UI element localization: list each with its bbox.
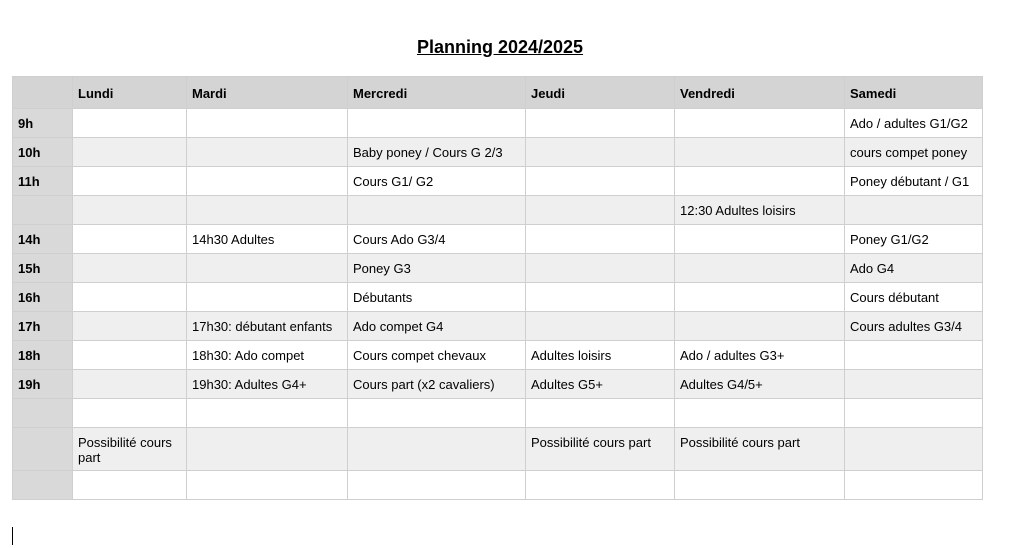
header-cell-mardi[interactable]: Mardi [187,77,348,109]
table-cell[interactable] [187,196,348,225]
table-cell[interactable] [675,312,845,341]
table-cell[interactable] [526,138,675,167]
table-cell[interactable]: Poney débutant / G1 [845,167,983,196]
table-cell[interactable] [187,428,348,471]
table-cell[interactable] [526,109,675,138]
table-cell[interactable]: Cours G1/ G2 [348,167,526,196]
hour-cell[interactable]: 15h [13,254,73,283]
table-cell[interactable]: Ado / adultes G1/G2 [845,109,983,138]
schedule-table [12,76,983,500]
table-cell[interactable] [526,283,675,312]
table-cell[interactable]: Adultes G4/5+ [675,370,845,399]
table-cell[interactable]: Cours compet chevaux [348,341,526,370]
table-cell[interactable] [73,399,187,428]
table-cell[interactable] [187,471,348,500]
table-cell[interactable] [187,138,348,167]
header-cell-mercredi[interactable]: Mercredi [348,77,526,109]
table-row [13,312,983,341]
header-cell[interactable] [13,77,73,109]
table-row [13,254,983,283]
table-cell[interactable] [73,370,187,399]
hour-cell[interactable] [13,196,73,225]
hour-cell[interactable]: 14h [13,225,73,254]
table-cell[interactable] [187,399,348,428]
table-cell[interactable]: Ado G4 [845,254,983,283]
table-cell[interactable]: 12:30 Adultes loisirs [675,196,845,225]
table-cell[interactable]: 14h30 Adultes [187,225,348,254]
table-row [13,138,983,167]
table-cell[interactable] [845,341,983,370]
table-cell[interactable]: Cours débutant [845,283,983,312]
table-row [13,109,983,138]
hour-cell[interactable] [13,471,73,500]
table-cell[interactable] [73,254,187,283]
table-cell[interactable] [526,312,675,341]
table-cell[interactable] [73,167,187,196]
hour-cell[interactable]: 18h [13,341,73,370]
table-cell[interactable]: Ado / adultes G3+ [675,341,845,370]
hour-cell[interactable]: 10h [13,138,73,167]
table-row [13,370,983,399]
table-cell[interactable] [526,196,675,225]
table-cell[interactable] [348,109,526,138]
table-cell[interactable] [348,196,526,225]
table-cell[interactable] [73,138,187,167]
table-cell[interactable] [526,167,675,196]
table-cell[interactable] [845,370,983,399]
table-row [13,428,983,471]
hour-cell[interactable] [13,399,73,428]
table-row [13,283,983,312]
table-cell[interactable]: Cours adultes G3/4 [845,312,983,341]
table-cell[interactable] [73,283,187,312]
hour-cell[interactable]: 17h [13,312,73,341]
text-cursor [12,527,13,545]
table-cell[interactable] [187,283,348,312]
page-title: Planning 2024/2025 [416,37,584,57]
table-cell[interactable] [675,283,845,312]
table-cell[interactable] [675,167,845,196]
table-cell[interactable] [845,471,983,500]
table-cell[interactable]: 19h30: Adultes G4+ [187,370,348,399]
table-cell[interactable] [73,225,187,254]
table-cell[interactable] [675,399,845,428]
table-cell[interactable] [845,196,983,225]
header-row [13,77,983,109]
table-cell[interactable] [73,471,187,500]
table-cell[interactable] [526,254,675,283]
table-cell[interactable] [675,109,845,138]
hour-cell[interactable]: 11h [13,167,73,196]
table-cell[interactable]: Possibilité cours part [675,428,845,471]
table-row [13,471,983,500]
header-cell-jeudi[interactable]: Jeudi [526,77,675,109]
table-cell[interactable]: Adultes G5+ [526,370,675,399]
table-cell[interactable] [187,254,348,283]
table-row [13,167,983,196]
table-cell[interactable]: Débutants [348,283,526,312]
table-cell[interactable] [348,428,526,471]
table-cell[interactable] [73,109,187,138]
table-cell[interactable] [348,471,526,500]
table-cell[interactable]: Adultes loisirs [526,341,675,370]
table-cell[interactable] [526,471,675,500]
table-cell[interactable]: Poney G1/G2 [845,225,983,254]
table-cell[interactable] [845,428,983,471]
table-cell[interactable] [187,167,348,196]
hour-cell[interactable] [13,428,73,471]
table-row [13,341,983,370]
table-cell[interactable]: Cours part (x2 cavaliers) [348,370,526,399]
table-cell[interactable] [73,341,187,370]
table-cell[interactable]: Cours Ado G3/4 [348,225,526,254]
table-cell[interactable] [526,225,675,254]
table-cell[interactable] [73,312,187,341]
table-row [13,399,983,428]
table-cell[interactable]: Poney G3 [348,254,526,283]
hour-cell[interactable]: 16h [13,283,73,312]
table-cell[interactable] [73,196,187,225]
table-row [13,225,983,254]
table-cell[interactable] [845,399,983,428]
table-cell[interactable] [675,471,845,500]
table-cell[interactable]: Baby poney / Cours G 2/3 [348,138,526,167]
table-cell[interactable] [187,109,348,138]
table-cell[interactable] [675,225,845,254]
header-cell-vendredi[interactable]: Vendredi [675,77,845,109]
table-cell[interactable]: Possibilité cours part [526,428,675,471]
table-cell[interactable]: cours compet poney [845,138,983,167]
header-cell-lundi[interactable]: Lundi [73,77,187,109]
table-cell[interactable] [675,254,845,283]
table-cell[interactable] [348,399,526,428]
table-cell[interactable]: Possibilité cours part [73,428,187,471]
table-cell[interactable] [675,138,845,167]
hour-cell[interactable]: 19h [13,370,73,399]
header-cell-samedi[interactable]: Samedi [845,77,983,109]
table-cell[interactable]: Ado compet G4 [348,312,526,341]
table-cell[interactable]: 18h30: Ado compet [187,341,348,370]
table-cell[interactable]: 17h30: débutant enfants [187,312,348,341]
table-cell[interactable] [526,399,675,428]
table-row [13,196,983,225]
hour-cell[interactable]: 9h [13,109,73,138]
